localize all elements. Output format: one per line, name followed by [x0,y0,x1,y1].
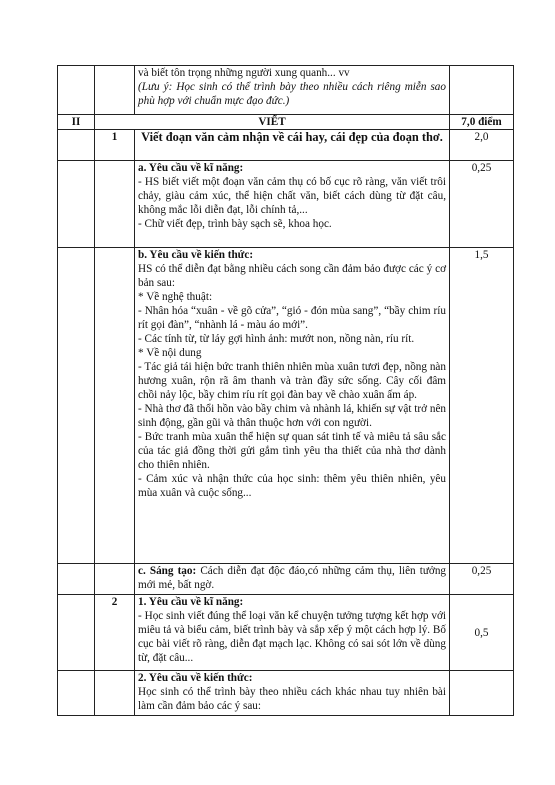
question-row [58,595,514,671]
question-number: 1 [95,130,135,161]
question-score: 2,0 [450,130,514,161]
criteria-line: * Về nội dung [138,347,202,359]
question-title-text: Viết đoạn văn cảm nhận về cái hay, cái đẹp của đoạn thơ. [141,130,443,144]
criteria-heading: 2. Yêu cầu về kiến thức: [138,672,253,684]
section-number: II [58,115,95,130]
continuation-line: và biết tôn trọng những người xung quanh... vv [138,67,350,79]
criteria-line: - Cảm xúc và nhận thức của học sinh: thêm yêu thiên nhiên, yêu mùa xuân và cuộc sống... [138,473,446,499]
criteria-text: - Học sinh viết đúng thể loại văn kể chuyện tưởng tượng kết hợp với miêu tả và biểu cảm, biết trình bày và sắp xếp ý một cách hợp lý. Bố cục bài viết rõ ràng, diễn đạt mạch lạc. Không có sai sót lớn về dùng từ, đặt câu... [138,610,446,664]
criteria-row [58,671,514,716]
cell-empty [58,248,95,564]
criteria-line: HS có thể diễn đạt bằng nhiều cách song cần đảm bảo được các ý cơ bản sau: [138,263,446,289]
criteria-line: - Chữ viết đẹp, trình bày sạch sẽ, khoa học. [138,218,332,230]
section-score: 7,0 điểm [450,115,514,130]
criteria-score: 0,25 [450,564,514,595]
continuation-text [135,66,450,115]
cell-empty [95,564,135,595]
note-text: (Lưu ý: Học sinh có thể trình bày theo nhiều cách riêng miễn sao phù hợp với chuẩn mực đạo đức.) [138,81,446,107]
criteria-line: - Nhân hóa “xuân - về gõ cửa”, “gió - đón mùa sang”, “bầy chim ríu rít gọi đàn”, “nhành lá - màu áo mới”. [138,305,446,331]
criteria-text: Cách diễn đạt độc đáo,có những cảm thụ, liên tưởng mới mẻ, bất ngờ. [138,565,447,591]
criteria-heading: a. Yêu cầu về kĩ năng: [138,162,244,174]
criteria-skills [135,161,450,248]
criteria-line: - Nhà thơ đã thổi hồn vào bầy chim và nhành lá, khiến sự vật trở nên sinh động, gần gũi và thân thuộc hơn với con người. [138,403,446,429]
cell-empty [95,248,135,564]
criteria-line: * Về nghệ thuật: [138,291,213,303]
criteria-line: - Các tính từ, từ láy gợi hình ảnh: mướt non, nồng nàn, ríu rít. [138,333,415,345]
criteria-score: 0,5 [450,595,514,671]
criteria-line: - Tác giả tái hiện bức tranh thiên nhiên mùa xuân tươi đẹp, nồng nàn hương xuân, rộn rã âm thanh và tràn đầy sức sống. Cây cối đâm chồi nảy lộc, bầy chim ríu rít gọi đàn bay về chào xuân ấm áp. [138,361,446,401]
cell-empty [450,671,514,716]
criteria-score: 0,25 [450,161,514,248]
criteria-line: - HS biết viết một đoạn văn cảm thụ có bố cục rõ ràng, văn viết trôi chảy, giàu cảm xúc, thể hiện chất văn, biết cách dùng từ đặt câu, không mắc lỗi diễn đạt, lỗi chính tả,... [138,176,446,216]
cell-empty [58,66,95,115]
cell-empty [95,66,135,115]
cell-empty [95,161,135,248]
continuation-row [58,66,514,115]
criteria-line: - Bức tranh mùa xuân thể hiện sự quan sát tinh tế và miêu tả sâu sắc của tác giả đồng thời gửi gắm tình yêu tha thiết của nhà thơ dành cho thiên nhiên. [138,431,446,471]
criteria-row [58,248,514,564]
criteria-knowledge [135,671,450,716]
question-title [135,130,450,161]
question-number: 2 [95,595,135,671]
cell-empty [58,130,95,161]
criteria-skills [135,595,450,671]
criteria-text: Học sinh có thể trình bày theo nhiều cách khác nhau tuy nhiên bài làm cần đảm bảo các ý sau: [138,686,446,712]
criteria-row [58,564,514,595]
criteria-creativity [135,564,450,595]
criteria-heading: 1. Yêu cầu về kĩ năng: [138,596,244,608]
cell-empty [95,671,135,716]
grading-table [57,65,514,716]
cell-empty [450,66,514,115]
question-row [58,130,514,161]
cell-empty [58,595,95,671]
criteria-heading: c. Sáng tạo: [138,565,197,577]
cell-empty [58,564,95,595]
section-title: VIẾT [95,115,450,130]
criteria-row [58,161,514,248]
criteria-heading: b. Yêu cầu về kiến thức: [138,249,254,261]
section-header-row [58,115,514,130]
cell-empty [58,671,95,716]
cell-empty [58,161,95,248]
criteria-knowledge [135,248,450,564]
criteria-score: 1,5 [450,248,514,564]
